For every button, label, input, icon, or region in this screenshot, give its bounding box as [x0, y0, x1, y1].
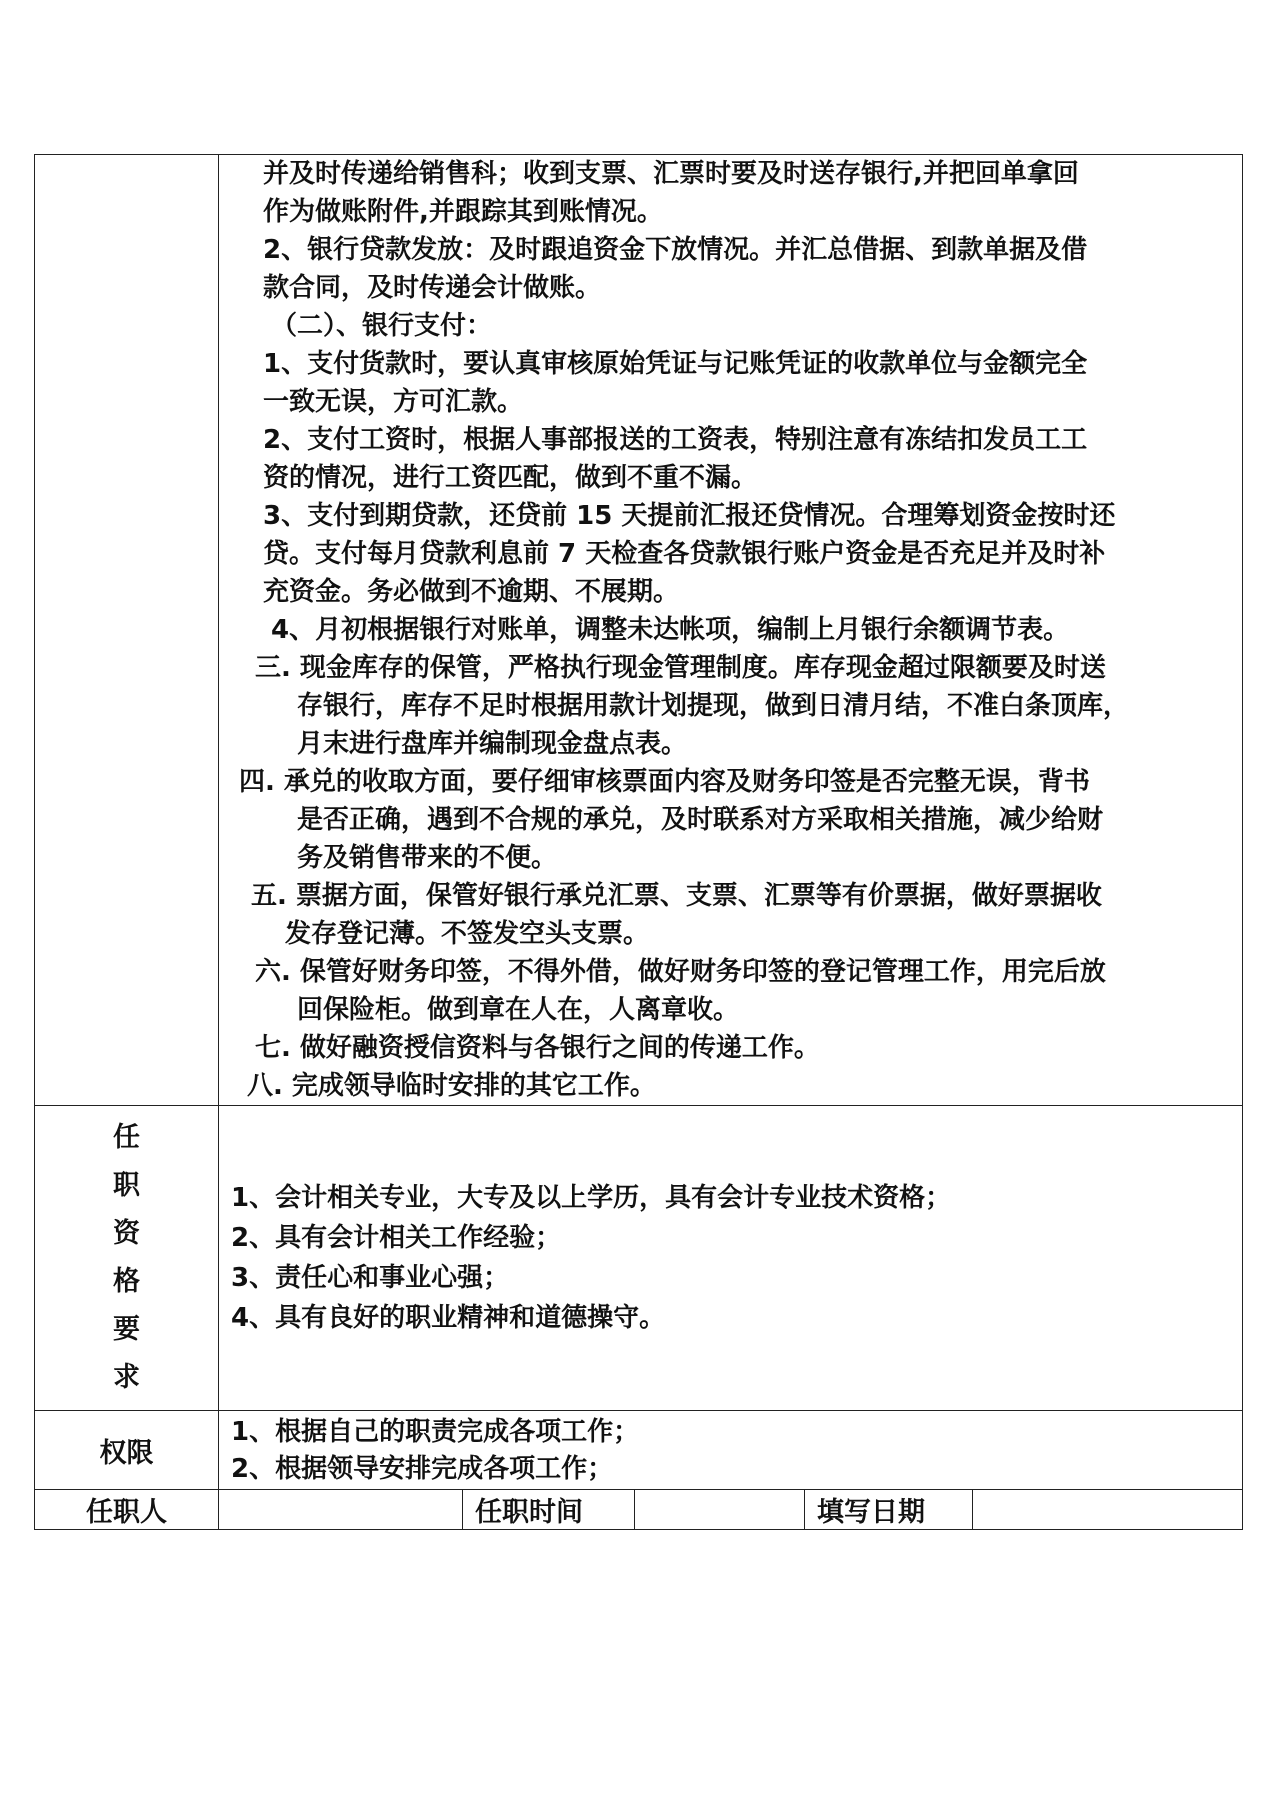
authority-item: 2、根据领导安排完成各项工作；	[231, 1454, 614, 1484]
qualifications-label-char: 资	[113, 1218, 140, 1249]
duty-line: 作为做账附件,并跟踪其到账情况。	[263, 197, 663, 227]
duty-line: 贷。支付每月贷款利息前 7 天检查各贷款银行账户资金是否充足并及时补	[263, 539, 1106, 569]
duties-content-cell	[219, 155, 1243, 1106]
duty-line: 款合同，及时传递会计做账。	[263, 273, 602, 303]
authority-label: 权限	[35, 1411, 219, 1490]
qualifications-label-char: 求	[113, 1362, 140, 1393]
holder-label: 任职人	[35, 1490, 219, 1530]
duty-line: 四. 承兑的收取方面，要仔细审核票面内容及财务印签是否完整无误，背书	[239, 767, 1090, 797]
qualification-item: 4、具有良好的职业精神和道德操守。	[231, 1303, 666, 1333]
qualifications-row	[35, 1106, 1243, 1411]
tenure-field[interactable]	[635, 1490, 805, 1530]
qualification-item: 1、会计相关专业，大专及以上学历，具有会计专业技术资格；	[231, 1183, 952, 1213]
duty-line: 七. 做好融资授信资料与各银行之间的传递工作。	[255, 1033, 820, 1063]
duty-line: 三. 现金库存的保管，严格执行现金管理制度。库存现金超过限额要及时送	[255, 653, 1106, 683]
tenure-label: 任职时间	[463, 1490, 635, 1530]
duty-line: 3、支付到期贷款，还贷前 15 天提前汇报还贷情况。合理筹划资金按时还	[263, 501, 1116, 531]
signature-row	[35, 1490, 1243, 1530]
authority-row	[35, 1411, 1243, 1490]
duties-row	[35, 155, 1243, 1106]
authority-item: 1、根据自己的职责完成各项工作；	[231, 1417, 640, 1447]
qualifications-label-char: 要	[113, 1314, 140, 1345]
duty-line: 4、月初根据银行对账单，调整未达帐项，编制上月银行余额调节表。	[271, 615, 1070, 645]
duty-line: 1、支付货款时，要认真审核原始凭证与记账凭证的收款单位与金额完全	[263, 349, 1088, 379]
qualifications-content-cell	[219, 1106, 1243, 1411]
qualifications-label-char: 任	[113, 1122, 140, 1153]
duty-line: 八. 完成领导临时安排的其它工作。	[247, 1071, 656, 1101]
duty-line: （二）、银行支付：	[271, 311, 493, 341]
job-description-table	[34, 154, 1243, 1530]
duty-line: 2、银行贷款发放：及时跟追资金下放情况。并汇总借据、到款单据及借	[263, 235, 1088, 265]
qualifications-label-cell	[35, 1106, 219, 1411]
authority-content-cell	[219, 1411, 1243, 1490]
duty-line: 存银行，库存不足时根据用款计划提现，做到日清月结，不准白条顶库，	[297, 691, 1130, 721]
duty-line: 是否正确，遇到不合规的承兑，及时联系对方采取相关措施，减少给财	[297, 805, 1104, 835]
duty-line: 六. 保管好财务印签，不得外借，做好财务印签的登记管理工作，用完后放	[255, 957, 1106, 987]
date-field[interactable]	[973, 1490, 1243, 1530]
qualifications-label-char: 职	[113, 1170, 140, 1201]
holder-field[interactable]	[219, 1490, 463, 1530]
qualification-item: 3、责任心和事业心强；	[231, 1263, 510, 1293]
duty-line: 资的情况，进行工资匹配，做到不重不漏。	[263, 463, 758, 493]
duty-line: 五. 票据方面，保管好银行承兑汇票、支票、汇票等有价票据，做好票据收	[251, 881, 1102, 911]
duties-label-cell	[35, 155, 219, 1106]
duty-line: 并及时传递给销售科；收到支票、汇票时要及时送存银行,并把回单拿回	[263, 159, 1079, 189]
duty-line: 2、支付工资时，根据人事部报送的工资表，特别注意有冻结扣发员工工	[263, 425, 1088, 455]
duty-line: 回保险柜。做到章在人在，人离章收。	[297, 995, 740, 1025]
duty-line: 发存登记薄。不签发空头支票。	[285, 919, 650, 949]
duty-line: 一致无误，方可汇款。	[263, 387, 524, 417]
duty-line: 充资金。务必做到不逾期、不展期。	[263, 577, 680, 607]
qualifications-label-char: 格	[113, 1266, 140, 1297]
duty-line: 月末进行盘库并编制现金盘点表。	[297, 729, 688, 759]
duty-line: 务及销售带来的不便。	[297, 843, 558, 873]
date-label: 填写日期	[805, 1490, 973, 1530]
qualification-item: 2、具有会计相关工作经验；	[231, 1223, 562, 1253]
